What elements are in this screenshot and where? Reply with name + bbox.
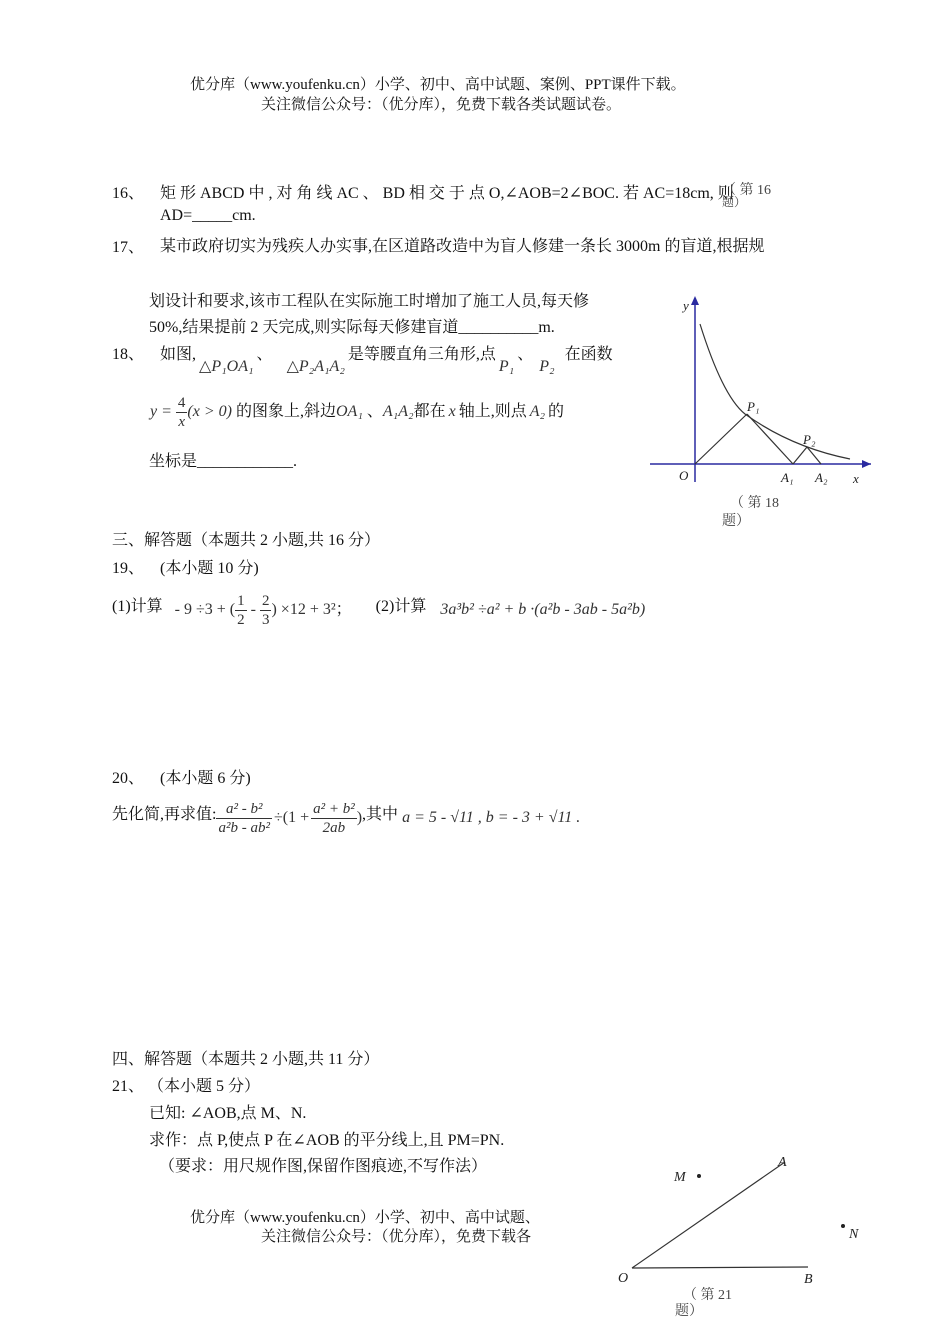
q21-label-b: B xyxy=(804,1272,813,1287)
q17-number: 17、 xyxy=(112,239,145,256)
q18-label-a1: A₁ xyxy=(781,470,794,485)
q16-figure-caption-2: 题） xyxy=(722,195,747,209)
q21-label-n: N xyxy=(849,1227,859,1242)
q18-label-o: O xyxy=(679,468,689,483)
q18-number: 18、 xyxy=(112,346,145,363)
q18-segment-p1a1 xyxy=(747,414,793,464)
q18-segment-a1a2: A₁A₂ xyxy=(382,403,414,421)
q18-sep-3: 、 xyxy=(366,403,383,421)
q19-semicolon: ； xyxy=(335,601,352,619)
q21-number: 21、 xyxy=(112,1078,145,1095)
q20-line xyxy=(112,800,580,837)
q18-segment-a1p2 xyxy=(793,447,807,464)
header-line-2: 关注微信公众号：（优分库），免费下载各类试题试卷。 xyxy=(261,97,622,113)
q19-part2-label: (2)计算 xyxy=(375,598,427,616)
q21-label-a: A xyxy=(778,1155,787,1170)
q19-part1-label: (1)计算 xyxy=(112,598,163,616)
q18-function-domain: (x > 0) xyxy=(187,403,232,421)
q16-text-line-2: AD=_____cm. xyxy=(160,207,256,224)
q19-points: (本小题 10 分) xyxy=(160,560,259,577)
section-3-title: 三、解答题（本题共 2 小题,共 16 分） xyxy=(112,532,381,549)
q16-figure-caption-1: （ 第 16 xyxy=(722,183,771,198)
q20-fraction-2-den: 2ab xyxy=(322,820,346,836)
q18-text-line-3: 坐标是____________. xyxy=(149,453,298,470)
q17-text-line-2: 划设计和要求,该市工程队在实际施工时增加了施工人员,每天修 xyxy=(149,293,590,310)
q17-text-line-3: 50%,结果提前 2 天完成,则实际每天修建盲道__________m. xyxy=(149,319,555,336)
q21-requirement: （要求：用尺规作图,保留作图痕迹,不写作法） xyxy=(159,1158,488,1175)
section-4-title: 四、解答题（本题共 2 小题,共 11 分） xyxy=(112,1051,380,1068)
q18-figure-caption-1: （ 第 18 xyxy=(730,496,779,511)
q18-text-1c: 在函数 xyxy=(564,346,613,363)
q18-function-numerator: 4 xyxy=(177,395,186,411)
q18-sep-1: 、 xyxy=(256,346,273,363)
q20-fraction-1-den: a²b - ab² xyxy=(218,820,270,836)
q18-segment-oa1: OA₁ xyxy=(335,403,363,421)
q18-point-p1: P₁ xyxy=(498,358,515,375)
q16-text-line-1: 矩 形 ABCD 中 , 对 角 线 AC 、 BD 相 交 于 点 O,∠AOB=2∠BOC. 若 AC=18cm, 则 xyxy=(160,185,734,202)
q19-fraction-2 xyxy=(260,592,272,629)
q20-mid: ÷(1 + xyxy=(273,809,310,827)
footer-line-2: 关注微信公众号：（优分库），免费下载各 xyxy=(261,1229,532,1245)
q19-fraction-2-num: 2 xyxy=(261,593,270,609)
q21-point-m xyxy=(697,1174,701,1178)
q18-x-variable: x xyxy=(448,403,456,421)
q19-fraction-1 xyxy=(235,592,247,629)
q21-points: （本小题 5 分） xyxy=(148,1078,261,1095)
q21-ray-oa xyxy=(632,1162,785,1268)
q19-fraction-1-num: 1 xyxy=(237,593,245,609)
q21-label-m: M xyxy=(674,1170,686,1185)
q18-text-2c: 轴上,则点 xyxy=(458,403,527,421)
q21-figure-caption-1: （ 第 21 xyxy=(683,1288,732,1303)
q18-function-denominator: x xyxy=(178,414,185,430)
q18-label-y: y xyxy=(683,298,689,313)
q19-number: 19、 xyxy=(112,560,145,577)
q20-fraction-1 xyxy=(216,800,272,837)
q18-figure-caption-2: 题） xyxy=(722,514,750,529)
q20-label: 先化简,再求值: xyxy=(112,806,217,824)
q18-label-x: x xyxy=(853,471,859,486)
q19-part1-expr-b: ) ×12 + 3² xyxy=(271,601,336,619)
q16-number: 16、 xyxy=(112,185,145,202)
q21-figure-caption-2: 题） xyxy=(675,1304,703,1319)
footer-line-1: 优分库（www.youfenku.cn）小学、初中、高中试题、 xyxy=(190,1210,540,1226)
q18-text-2a: 的图象上,斜边 xyxy=(235,403,336,421)
q18-sep-2: 、 xyxy=(517,346,534,363)
q19-part2-expr: 3a³b² ÷a² + b ·(a²b - 3ab - 5a²b) xyxy=(440,601,646,619)
q19-part1-expr-a: - 9 ÷3 + ( xyxy=(174,601,236,619)
q19-fraction-2-den: 3 xyxy=(261,612,270,628)
q21-point-n xyxy=(841,1224,845,1228)
q18-label-p2: P₂ xyxy=(803,432,816,447)
q18-text-2b: 都在 xyxy=(413,403,446,421)
q20-number: 20、 xyxy=(112,770,145,787)
q18-text-1b: 是等腰直角三角形,点 xyxy=(347,346,496,363)
q17-text-line-1: 某市政府切实为残疾人办实事,在区道路改造中为盲人修建一条长 3000m 的盲道,根据规 xyxy=(160,238,765,255)
q20-where: ,其中 xyxy=(362,806,399,824)
q18-label-a2: A₂ xyxy=(815,470,828,485)
q20-fraction-2-num: a² + b² xyxy=(313,801,355,817)
q19-minus: - xyxy=(250,601,256,619)
q18-label-p1: P₁ xyxy=(747,399,760,414)
q18-point-p2: P₂ xyxy=(539,358,555,375)
q20-fraction-1-num: a² - b² xyxy=(216,800,272,819)
q18-point-a2: A₂ xyxy=(529,403,546,421)
q18-function-fraction xyxy=(176,394,188,431)
q18-figure xyxy=(645,292,875,487)
q20-fraction-2 xyxy=(311,800,357,837)
q20-close: ) xyxy=(356,809,363,827)
q20-values: a = 5 - √11 , b = - 3 + √11 . xyxy=(402,809,581,827)
q18-y-arrow xyxy=(691,296,699,305)
q21-label-o: O xyxy=(618,1271,629,1286)
q19-line xyxy=(112,592,645,629)
q18-x-arrow xyxy=(862,460,871,468)
q21-given: 已知: ∠AOB,点 M、N. xyxy=(149,1105,307,1122)
q18-triangle-2: △P₂A₁A₂ xyxy=(286,358,345,375)
q21-ray-ob xyxy=(632,1267,808,1268)
q18-text-1a: 如图, xyxy=(160,346,197,363)
q18-text-line-1 xyxy=(160,341,613,375)
q21-task: 求作：点 P,使点 P 在∠AOB 的平分线上,且 PM=PN. xyxy=(149,1132,505,1149)
q18-text-line-2 xyxy=(150,394,564,431)
header-line-1: 优分库（www.youfenku.cn）小学、初中、高中试题、案例、PPT课件下载。 xyxy=(190,77,686,93)
q19-fraction-1-den: 2 xyxy=(237,612,245,628)
q18-curve xyxy=(700,324,850,459)
q21-figure xyxy=(612,1148,872,1288)
q18-triangle-1: △P₁OA₁ xyxy=(199,358,254,375)
q18-segment-op1 xyxy=(695,414,747,464)
q18-function-left: y = xyxy=(150,403,172,421)
q20-points: (本小题 6 分) xyxy=(160,770,251,787)
q18-text-2d: 的 xyxy=(548,403,565,421)
